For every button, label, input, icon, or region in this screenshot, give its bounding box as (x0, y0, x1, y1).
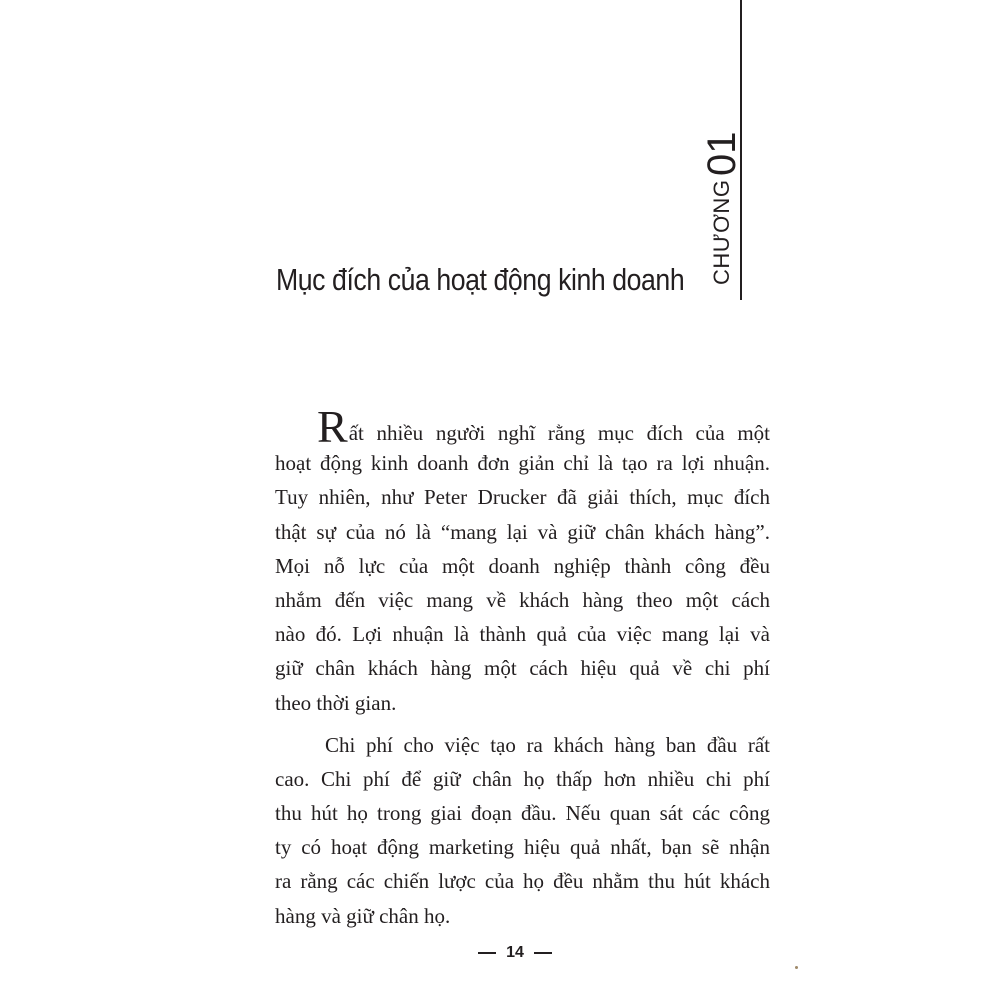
page-number (0, 944, 1000, 962)
dash-right (534, 952, 552, 954)
paragraph-2 (275, 728, 770, 933)
chapter-title: Mục đích của hoạt động kinh doanh (276, 262, 685, 297)
paragraph-line: hoạt động kinh doanh đơn giản chỉ là tạo ra lợi nhuận. (275, 451, 770, 476)
paragraph-line: giữ chân khách hàng một cách hiệu quả về chi phí (275, 656, 770, 681)
paragraph-line: nào đó. Lợi nhuận là thành quả của việc mang lại và (275, 622, 770, 647)
paragraph-line: thật sự của nó là “mang lại và giữ chân khách hàng”. (275, 519, 770, 544)
page-number-value: 14 (506, 944, 524, 961)
paragraph-line: Chi phí cho việc tạo ra khách hàng ban đầu rất (325, 732, 770, 757)
paragraph-line: ra rằng các chiến lược của họ đều nhằm thu hút khách (275, 869, 770, 894)
chapter-word: CHƯƠNG (709, 179, 734, 285)
paragraph-line: cao. Chi phí để giữ chân họ thấp hơn nhiều chi phí (275, 766, 770, 791)
paragraph-line: thu hút họ trong giai đoạn đầu. Nếu quan sát các công (275, 801, 770, 826)
paragraph-line: hàng và giữ chân họ. (275, 903, 451, 928)
paragraph-line: Tuy nhiên, như Peter Drucker đã giải thích, mục đích (275, 485, 770, 510)
paragraph-line: Rất nhiều người nghĩ rằng mục đích của một (317, 401, 770, 452)
paragraph-line: Mọi nỗ lực của một doanh nghiệp thành công đều (275, 553, 770, 578)
chapter-number: 01 (700, 131, 744, 176)
dash-left (478, 952, 496, 954)
paragraph-1 (275, 401, 770, 720)
body-text (275, 401, 770, 933)
drop-cap: R (317, 401, 348, 452)
chapter-label (700, 131, 744, 285)
paragraph-line: nhắm đến việc mang về khách hàng theo một cách (275, 587, 770, 612)
paper-speck (795, 966, 798, 969)
paragraph-line: theo thời gian. (275, 690, 397, 715)
paragraph-line: ty có hoạt động marketing hiệu quả nhất, bạn sẽ nhận (275, 835, 770, 860)
